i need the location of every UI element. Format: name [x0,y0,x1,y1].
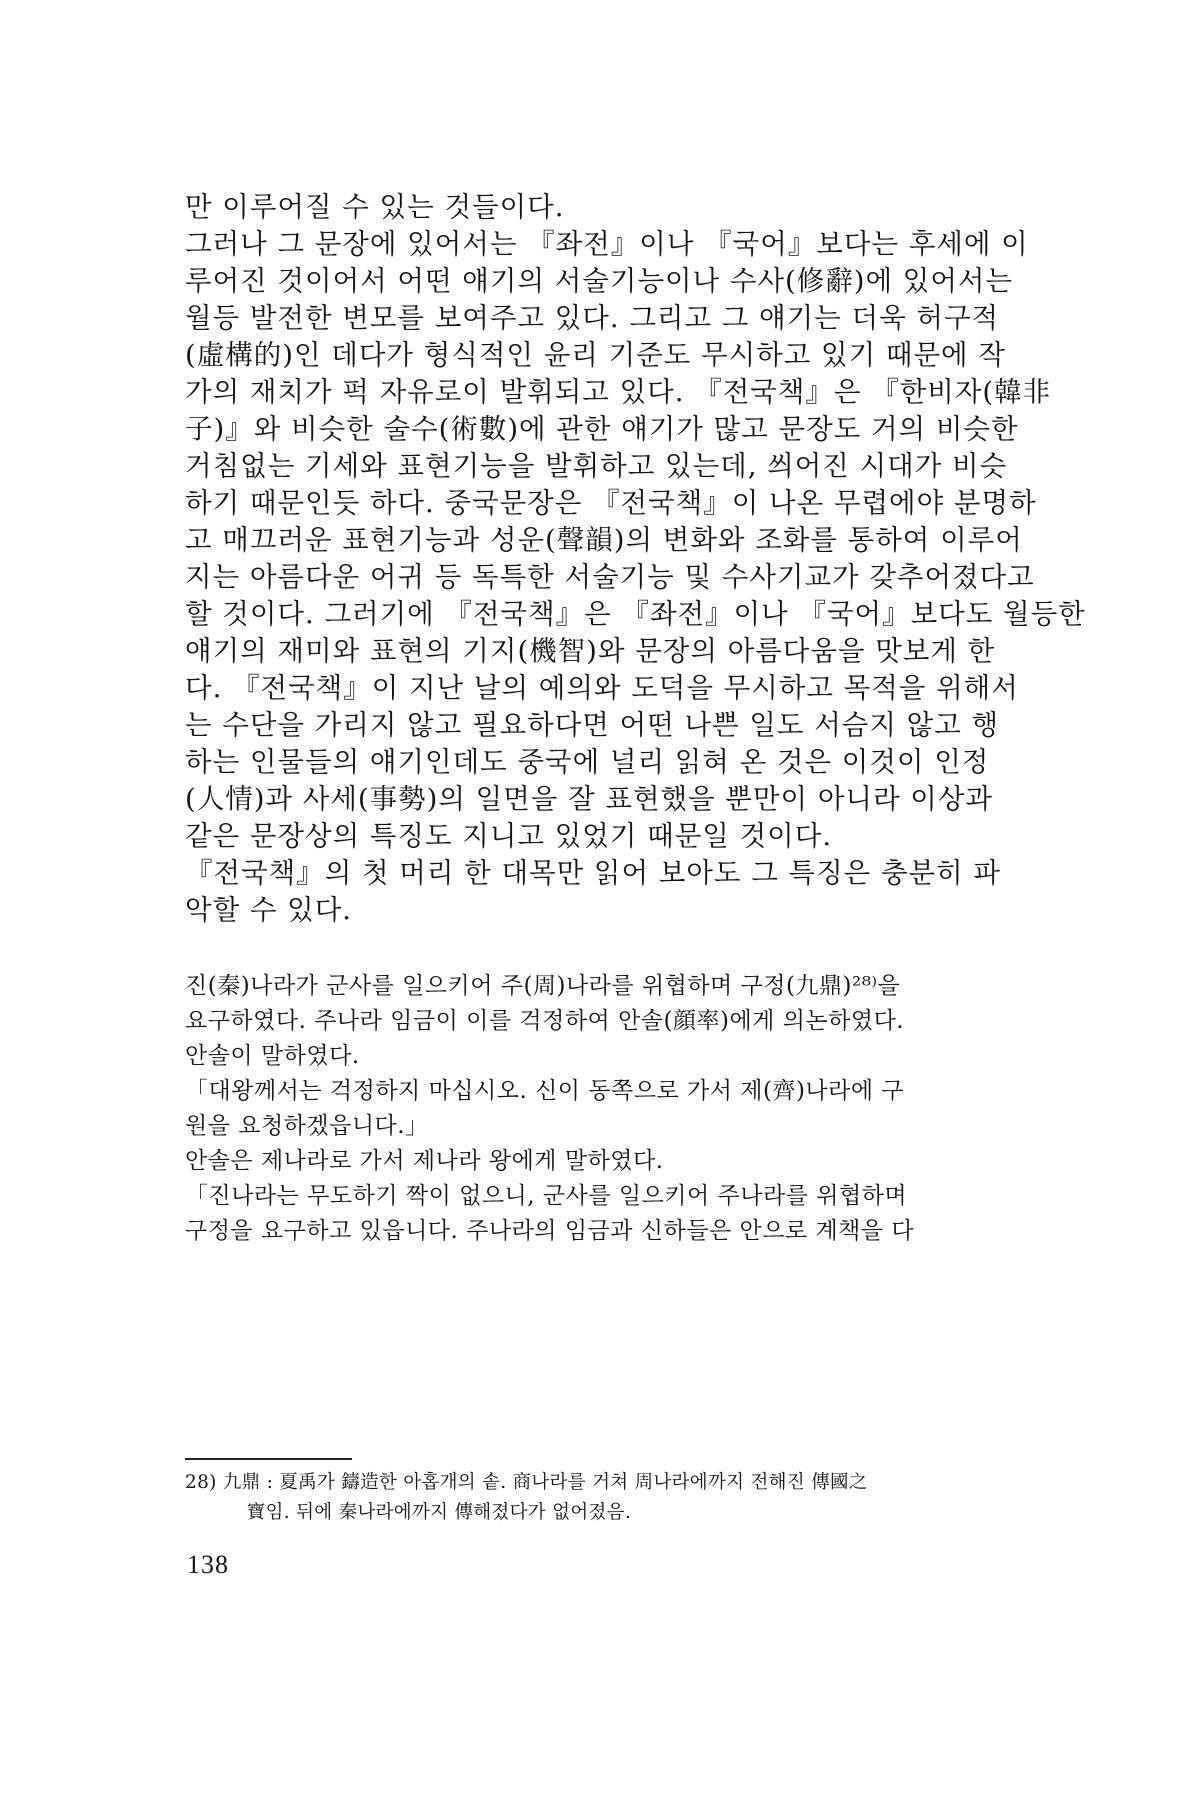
body-line: 다. 『전국책』이 지난 날의 예의와 도덕을 무시하고 목적을 위해서 [185,672,1019,704]
quote-line: 구정을 요구하고 있읍니다. 주나라의 임금과 신하들은 안으로 계책을 다 [185,1218,915,1244]
page-number: 138 [187,1550,229,1579]
body-line: (虛構的)인 데다가 형식적인 윤리 기준도 무시하고 있기 때문에 작 [185,339,1006,371]
quote-line: 원을 요청하겠읍니다.」 [185,1113,429,1139]
body-line: 얘기의 재미와 표현의 기지(機智)와 문장의 아름다움을 맛보게 한 [185,635,996,667]
body-line: 거침없는 기세와 표현기능을 발휘하고 있는데, 씌어진 시대가 비슷 [185,450,1008,482]
footnote-divider [185,1458,352,1460]
quote-line: 요구하였다. 주나라 임금이 이를 걱정하여 안솔(顔率)에게 의논하였다. [185,1008,905,1034]
body-line: 子)』와 비슷한 술수(術數)에 관한 얘기가 많고 문장도 거의 비슷한 [185,413,1019,445]
quote-line: 진(秦)나라가 군사를 일으키어 주(周)나라를 위협하며 구정(九鼎)²⁸⁾을 [185,973,901,999]
body-line: 악할 수 있다. [185,894,353,926]
quote-line: 「대왕께서는 걱정하지 마십시오. 신이 동쪽으로 가서 제(齊)나라에 구 [185,1078,905,1104]
body-line: 월등 발전한 변모를 보여주고 있다. 그리고 그 얘기는 더욱 허구적 [185,302,1000,334]
quote-line: 안솔은 제나라로 가서 제나라 왕에게 말하였다. [185,1148,664,1174]
body-line: 루어진 것이어서 어떤 얘기의 서술기능이나 수사(修辭)에 있어서는 [185,265,1014,297]
body-line: 할 것이다. 그러기에 『전국책』은 『좌전』이나 『국어』보다도 월등한 [185,598,1086,630]
footnote-line: 28) 九鼎 : 夏禹가 鑄造한 아홉개의 솥. 商나라를 거쳐 周나라에까지 전해진 傳國之 [185,1472,868,1493]
body-line: 같은 문장상의 특징도 지니고 있었기 때문일 것이다. [185,820,833,852]
quote-line: 안솔이 말하였다. [185,1043,360,1069]
body-line: 『전국책』의 첫 머리 한 대목만 읽어 보아도 그 특징은 충분히 파 [185,857,1001,889]
body-line: 가의 재치가 퍽 자유로이 발휘되고 있다. 『전국책』은 『한비자(韓非 [185,376,1052,408]
body-line: (人情)과 사세(事勢)의 일면을 잘 표현했을 뿐만이 아니라 이상과 [185,783,993,815]
body-line: 하는 인물들의 얘기인데도 중국에 널리 읽혀 온 것은 이것이 인정 [185,746,990,778]
footnote-line: 寶임. 뒤에 秦나라에까지 傳해졌다가 없어졌음. [185,1502,632,1523]
body-line: 그러나 그 문장에 있어서는 『좌전』이나 『국어』보다는 후세에 이 [185,228,1029,260]
body-line: 는 수단을 가리지 않고 필요하다면 어떤 나쁜 일도 서슴지 않고 행 [185,709,1000,741]
body-line: 고 매끄러운 표현기능과 성운(聲韻)의 변화와 조화를 통하여 이루어 [185,524,1023,556]
body-line: 지는 아름다운 어귀 등 독특한 서술기능 및 수사기교가 갖추어졌다고 [185,561,1035,593]
body-line: 만 이루어질 수 있는 것들이다. [185,191,565,223]
quote-line: 「진나라는 무도하기 짝이 없으니, 군사를 일으키어 주나라를 위협하며 [185,1183,908,1209]
body-line: 하기 때문인듯 하다. 중국문장은 『전국책』이 나온 무렵에야 분명하 [185,487,1037,519]
